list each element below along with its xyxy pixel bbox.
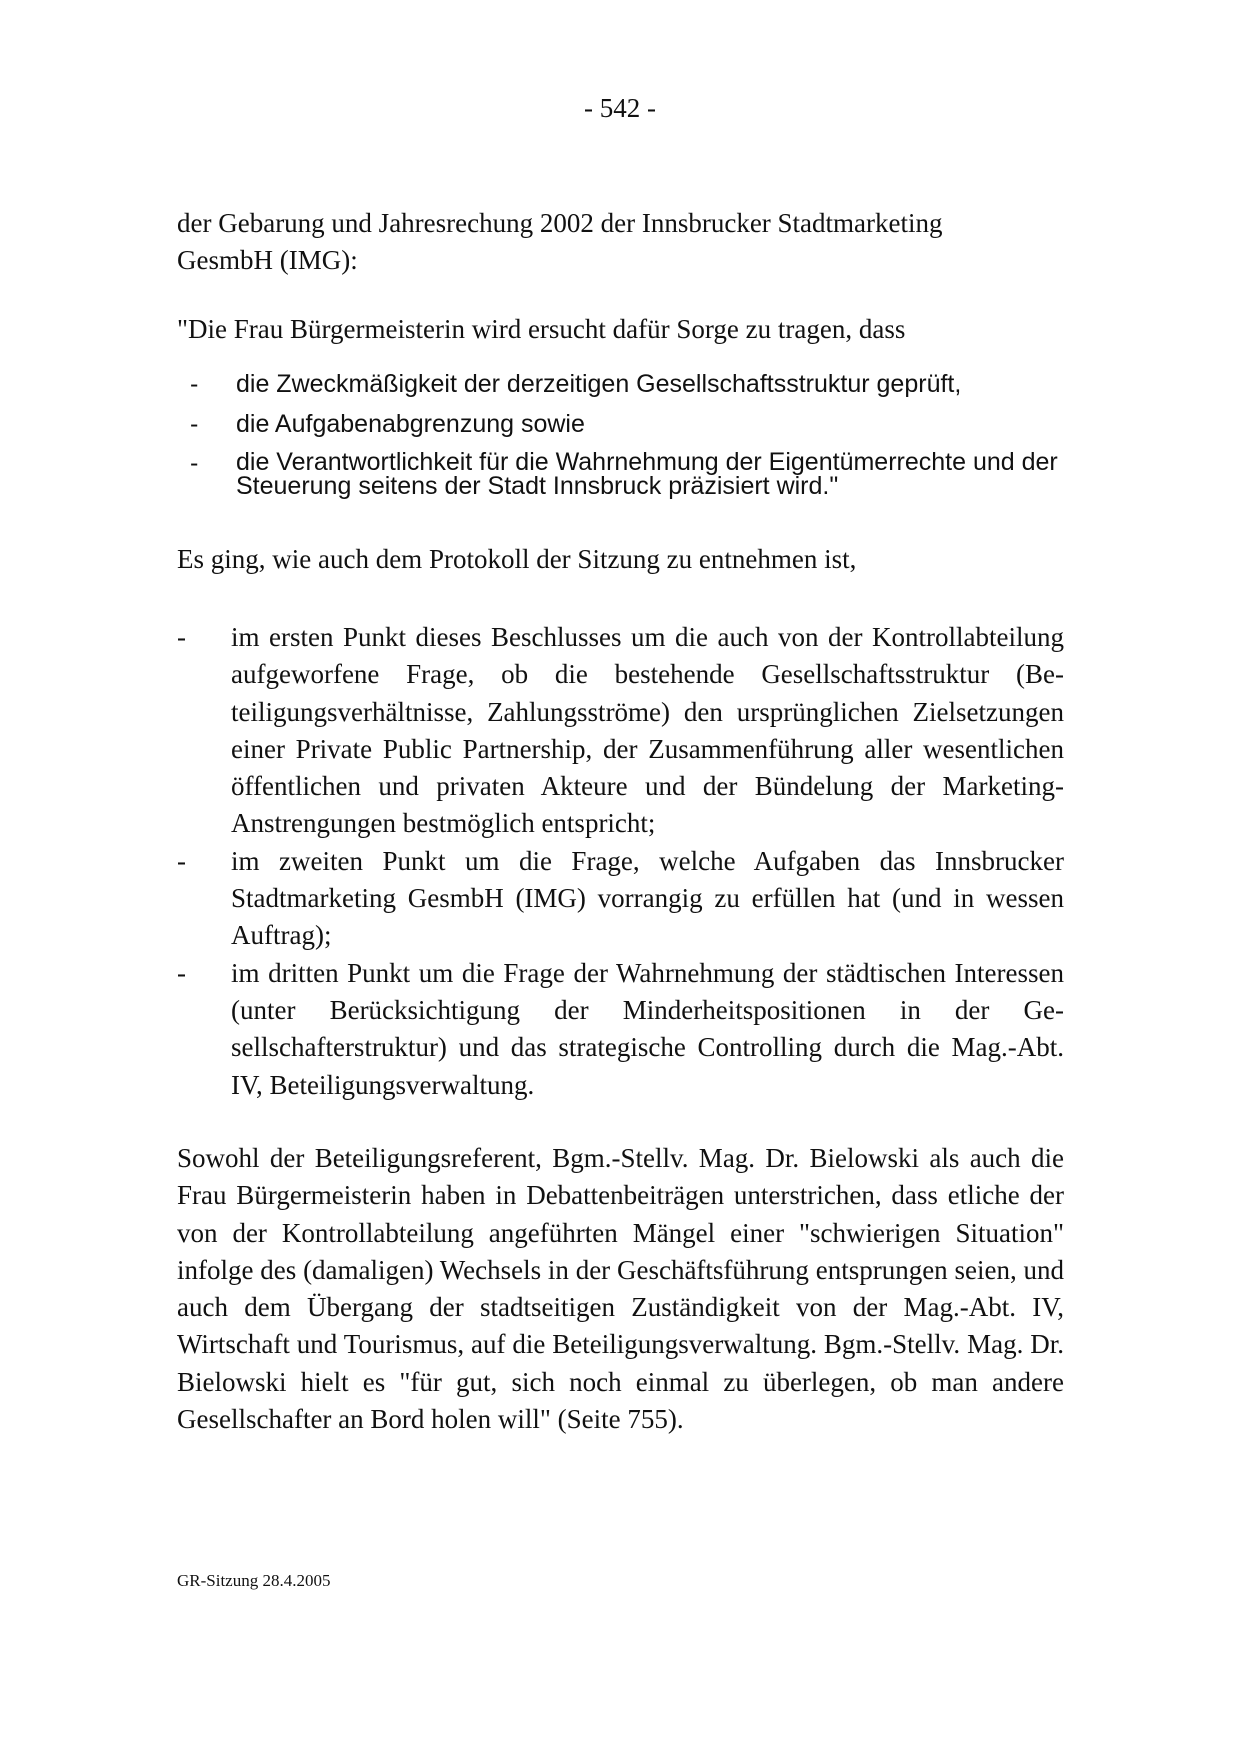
quote-item-text: die Aufgabenabgrenzung sowie: [236, 410, 585, 438]
footer-session-date: GR-Sitzung 28.4.2005: [177, 1571, 331, 1590]
quote-list: [177, 370, 1064, 509]
quote-item-text: die Zweckmäßigkeit der derzeitigen Gesellschaftsstruktur geprüft,: [236, 370, 962, 398]
closing-paragraph: Sowohl der Beteiligungsreferent, Bgm.-Stellv. Mag. Dr. Bielowski als auch die Frau Bürgermeisterin haben in Debattenbeiträgen unterstrichen, dass etliche der von der Kontrollabteilung angeführten Mängel einer "schwierigen Situation" infolge des (damaligen) Wechsels in der Geschäftsführung entsprungen seien, und auch dem Übergang der stadtseitigen Zuständigkeit von der Mag.-Abt. IV, Wirtschaft und Tourismus, auf die Beteiligungsverwaltung. Bgm.-Stellv. Mag. Dr. Bielowski hielt es "für gut, sich noch einmal zu überlegen, ob man andere Gesellschafter an Bord holen will" (Seite 755).: [177, 1143, 1064, 1435]
dash-marker: -: [177, 957, 186, 988]
quote-lead: "Die Frau Bürgermeisterin wird ersucht dafür Sorge zu tragen, dass: [177, 314, 906, 344]
point-item: [177, 619, 1064, 843]
dash-marker: -: [190, 449, 199, 477]
intro-paragraph: der Gebarung und Jahresrechung 2002 der Innsbrucker Stadtmarketing GesmbH (IMG):: [177, 208, 943, 276]
point-item-text: im zweiten Punkt um die Frage, welche Aufgaben das Innsbrucker Stadtmarketing GesmbH (IMG) vorrangig zu erfüllen hat (und in wessen Auftrag);: [231, 845, 1064, 951]
dash-marker: -: [190, 370, 199, 398]
quote-item: [177, 450, 1064, 498]
point-item-text: im ersten Punkt dieses Beschlusses um die auch von der Kontrollabteilung aufgeworfene Frage, ob die bestehende Gesellschaftsstruktur (Beteiligungsverhältnisse, Zahlungsströme) den ursprünglichen Zielsetzungen einer Private Public Partnership, der Zusammenführung aller wesentlichen öffentlichen und privaten Akteure und der Bündelung der Marketing-Anstrengungen bestmöglich entspricht;: [231, 622, 1064, 839]
protocol-lead: Es ging, wie auch dem Protokoll der Sitzung zu entnehmen ist,: [177, 544, 857, 574]
point-item: [177, 843, 1064, 955]
quote-item: [177, 410, 1064, 439]
dash-marker: -: [177, 622, 186, 652]
quote-item-text: die Verantwortlichkeit für die Wahrnehmung der Eigentümerrechte und der Steuerung seitens der Stadt Innsbruck präzisiert wird.": [236, 448, 1058, 500]
point-item: [177, 955, 1064, 1104]
point-item-text: im dritten Punkt um die Frage der Wahrnehmung der städtischen Interessen (unter Berücksichtigung der Minderheitspositionen in der Gesellschafterstruktur) und das strategische Controlling durch die Mag.-Abt. IV, Beteiligungsverwaltung.: [231, 957, 1064, 1100]
dash-marker: -: [190, 410, 199, 438]
points-list: [177, 619, 1064, 1104]
dash-marker: -: [177, 845, 186, 876]
page-number: - 542 -: [584, 93, 656, 123]
quote-item: [177, 370, 1064, 399]
